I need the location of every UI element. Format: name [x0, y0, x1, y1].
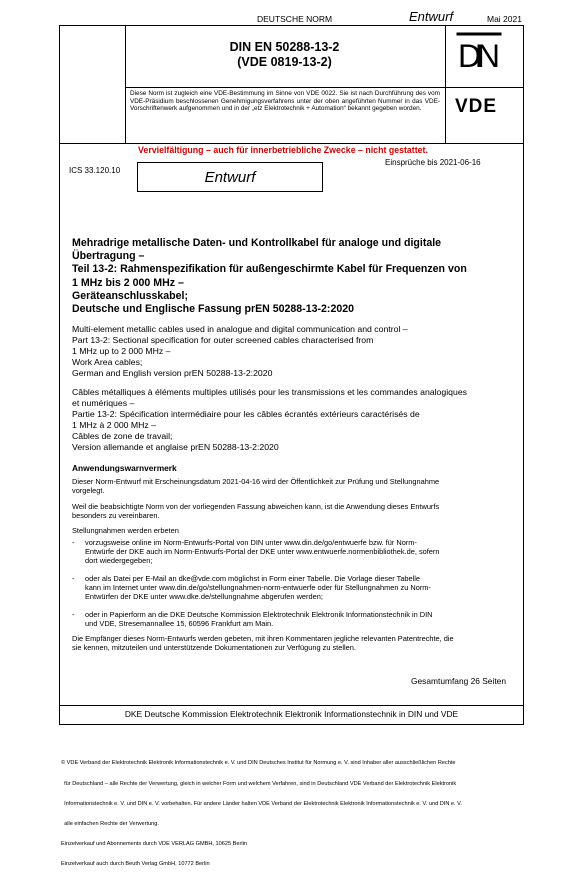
vde-notice: Diese Norm ist zugleich eine VDE-Bestimmung im Sinne von VDE 0022. Sie ist nach Durchführung des vom VDE-Präsidium beschlossenen Genehmigungsverfahrens unter der oben angeführten Nummer in das VDE-Vorschriftenwerk aufgenommen und in der „etz Elektrotechnik + Automation“ bekannt gegeben worden. [130, 90, 440, 113]
frame-mid-divider [125, 87, 523, 88]
copy-warning: Vervielfältigung – auch für innerbetriebliche Zwecke – nicht gestattet. [138, 145, 428, 155]
bullet-dash: - [72, 610, 75, 619]
total-pages: Gesamtumfang 26 Seiten [411, 676, 506, 686]
title-en-line: Part 13-2: Sectional specification for outer screened cables characterised from [72, 334, 374, 345]
p4-line: sie kennen, mitzuteilen und unterstützende Dokumentationen zur Verfügung zu stellen. [72, 643, 356, 653]
frame-footer-divider [60, 705, 523, 706]
application-note-p3: Stellungnahmen werden erbeten [72, 526, 179, 535]
standard-number: DIN EN 50288-13-2 [229, 40, 340, 54]
draft-label-box [137, 162, 323, 192]
bullet-line: oder in Papierform an die DKE Deutsche Kommission Elektrotechnik Elektronik Informationstechnik in DIN [85, 610, 433, 619]
copyright-line: Informationstechnik e. V. und DIN e. V. vorbehalten. Für andere Länder halten VDE Verband der Elektrotechnik Elektronik Informationstechnik e. V. und DIN e. V. [61, 800, 462, 807]
vde-logo: VDE [455, 96, 498, 117]
dke-footer: DKE Deutsche Kommission Elektrotechnik Elektronik Informationstechnik in DIN und VDE [124, 709, 459, 719]
application-note-p2 [72, 502, 439, 520]
header-date: Mai 2021 [487, 14, 522, 24]
standard-vde-number: (VDE 0819-13-2) [237, 55, 332, 69]
title-de-line: Geräteanschlusskabel; [72, 289, 188, 302]
header-draft-status: Entwurf [409, 9, 454, 24]
bullet-line: Entwürfe der DKE auch im Norm-Entwurfs-Portal der DKE unter www.entwuerfe.normenbibliothek.de, sofern [85, 547, 440, 557]
frame-header-divider [60, 143, 523, 144]
title-french [72, 387, 467, 452]
draft-label: Entwurf [204, 168, 256, 186]
title-de-line: 1 MHz bis 2 000 MHz – [72, 276, 184, 289]
bullet-dash: - [72, 574, 75, 583]
objection-deadline: Einsprüche bis 2021-06-16 [385, 158, 481, 167]
copyright-line: Einzelverkauf auch durch Beuth Verlag GmbH, 10772 Berlin [61, 860, 210, 867]
title-en-line: German and English version prEN 50288-13-2:2020 [72, 367, 273, 378]
copyright-notice [61, 747, 531, 874]
header-norm-type: DEUTSCHE NORM [257, 14, 333, 24]
bullet-dash: - [72, 538, 75, 547]
bullet-line: kann im Internet unter www.din.de/go/stellungnahmen-norm-entwuerfe oder für Stellungnahmen zu Norm- [85, 583, 431, 593]
copyright-line: für Deutschland – alle Rechte der Verwertung, gleich in welcher Form und welchem Verfahren, sind in Deutschland VDE Verband der Elektrotechnik Elektronik [61, 780, 457, 787]
bullet-line: dort wiedergegeben; [85, 556, 153, 566]
p2-line: besonders zu vereinbaren. [72, 511, 160, 521]
title-de-line: Deutsche und Englische Fassung prEN 50288-13-2:2020 [72, 303, 355, 316]
title-en-line: Work Area cables; [72, 356, 143, 367]
application-note-heading: Anwendungswarnvermerk [72, 463, 177, 473]
ics-code: ICS 33.120.10 [69, 166, 121, 175]
din-logo-icon [456, 32, 502, 72]
title-german [72, 237, 467, 316]
application-note-p1 [72, 477, 439, 495]
title-de-line: Mehradrige metallische Daten- und Kontrollkabel für analoge und digitale [72, 237, 442, 249]
title-fr-line: Câbles de zone de travail; [72, 430, 173, 441]
title-fr-line: 1 MHz à 2 000 MHz – [72, 419, 157, 430]
frame-right-divider [445, 26, 446, 143]
copyright-line: Einzelverkauf und Abonnements durch VDE VERLAG GMBH, 10625 Berlin [61, 840, 247, 847]
title-fr-line: et numériques – [72, 397, 135, 408]
title-fr-line: Version allemande et anglaise prEN 50288-13-2:2020 [72, 441, 279, 452]
din-logo [456, 32, 502, 72]
din-logo-text: DIN [458, 38, 500, 72]
p2-line: Weil die beabsichtigte Norm von der vorliegenden Fassung abweichen kann, ist die Anwendung dieses Entwurfs [72, 502, 440, 511]
bullet-line: vorzugsweise online im Norm-Entwurfs-Portal von DIN unter www.din.de/go/entwuerfe bzw. für Norm- [85, 538, 417, 547]
p4-line: Die Empfänger dieses Norm-Entwurfs werden gebeten, mit ihren Kommentaren jegliche relevanten Patentrechte, die [72, 634, 454, 643]
title-en-line: 1 MHz up to 2 000 MHz – [72, 345, 171, 356]
title-en-line: Multi-element metallic cables used in analogue and digital communication and control – [72, 324, 408, 334]
p1-line: vorgelegt. [72, 486, 105, 496]
patent-request [72, 634, 454, 652]
title-de-line: Übertragung – [72, 250, 145, 263]
copyright-line: alle einfachen Rechte der Verwertung. [61, 820, 159, 827]
title-fr-line: Partie 13-2: Spécification intermédiaire pour les câbles écrantés extérieurs caractérisés de [72, 408, 420, 419]
p1-line: Dieser Norm-Entwurf mit Erscheinungsdatum 2021-04-16 wird der Öffentlichkeit zur Prüfung und Stellungnahme [72, 477, 440, 486]
bullet-line: Entwürfen der DKE unter www.dke.de/stellungnahme abgerufen werden; [85, 592, 323, 602]
standard-block [125, 40, 444, 69]
title-english [72, 324, 408, 379]
bullet-line: und VDE, Stresemannallee 15, 60596 Frankfurt am Main. [85, 619, 274, 629]
copyright-line: © VDE Verband der Elektrotechnik Elektronik Informationstechnik e. V. und DIN Deutsches Institut für Normung e. V. sind Inhaber aller ausschließlichen Rechte [61, 760, 456, 767]
bullet-line: oder als Datei per E-Mail an dke@vde.com möglichst in Form einer Tabelle. Die Vorlage dieser Tabelle [85, 574, 421, 583]
title-fr-line: Câbles métalliques à éléments multiples utilisés pour les transmissions et les commandes analogiques [72, 387, 467, 397]
title-de-line: Teil 13-2: Rahmenspezifikation für außengeschirmte Kabel für Frequenzen von [72, 263, 467, 276]
